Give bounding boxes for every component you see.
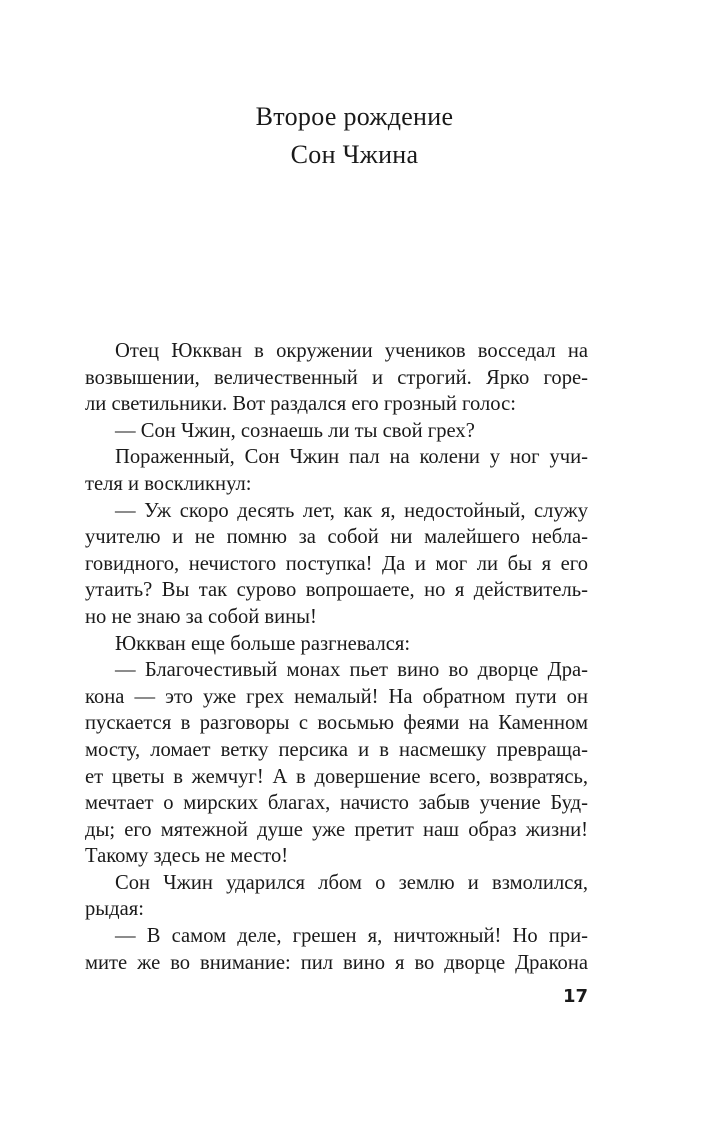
chapter-title: [0, 98, 709, 174]
chapter-title-line-1: Второе рождение: [255, 102, 454, 131]
text-line: пускается в разговоры с восьмью феями на Каменном: [85, 712, 588, 735]
text-line: говидного, нечистого поступка! Да и мог ли бы я его: [85, 552, 588, 575]
text-line: — Сон Чжин, сознаешь ли ты свой грех?: [115, 419, 475, 442]
text-line: ет цветы в жемчуг! А в довершение всего, возвратясь,: [85, 765, 588, 788]
page-number: 17: [562, 986, 588, 1007]
text-line: ли светильники. Вот раздался его грозный голос:: [85, 393, 516, 416]
text-line: утаить? Вы так сурово вопрошаете, но я действитель-: [85, 579, 588, 602]
text-line: но не знаю за собой вины!: [85, 605, 317, 628]
text-line: кона — это уже грех немалый! На обратном пути он: [85, 685, 588, 708]
text-line: Пораженный, Сон Чжин пал на колени у ног учи-: [115, 446, 588, 469]
text-line: Сон Чжин ударился лбом о землю и взмолился,: [115, 871, 588, 894]
text-line: Такому здесь не место!: [85, 845, 289, 868]
text-line: мечтает о мирских благах, начисто забыв учение Буд-: [85, 792, 588, 815]
text-line: Отец Юккван в окружении учеников восседал на: [115, 340, 588, 362]
text-line: ды; его мятежной душе уже претит наш образ жизни!: [85, 818, 588, 841]
text-line: теля и воскликнул:: [85, 472, 252, 495]
text-line: — Уж скоро десять лет, как я, недостойный, служу: [115, 499, 588, 522]
text-line: учителю и не помню за собой ни малейшего небла-: [85, 526, 588, 549]
text-line: мосту, ломает ветку персика и в насмешку превраща-: [85, 738, 588, 761]
text-line: рыдая:: [85, 898, 144, 921]
body-text: [85, 338, 588, 976]
text-line: Юккван еще больше разгневался:: [115, 632, 411, 655]
text-line: возвышении, величественный и строгий. Ярко горе-: [85, 366, 588, 389]
text-line: мите же во внимание: пил вино я во дворце Дракона: [85, 951, 588, 974]
text-line: — В самом деле, грешен я, ничтожный! Но при-: [115, 925, 588, 948]
chapter-title-line-2: Сон Чжина: [290, 140, 419, 169]
text-line: — Благочестивый монах пьет вино во дворце Дра-: [115, 659, 588, 682]
